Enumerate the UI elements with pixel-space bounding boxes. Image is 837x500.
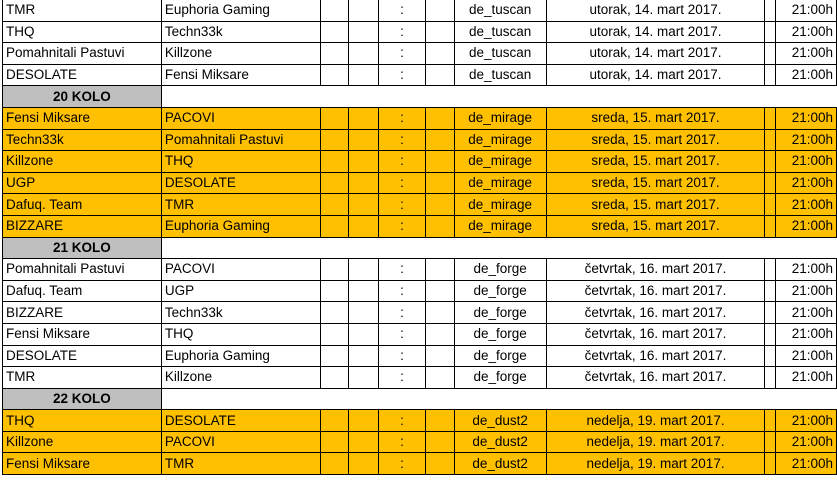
date-spacer: [765, 151, 776, 173]
score-separator: :: [378, 259, 426, 281]
home-team: BIZZARE: [3, 215, 162, 237]
score-spacer: [348, 21, 378, 43]
score-separator: :: [378, 302, 426, 324]
match-date: nedelja, 19. mart 2017.: [546, 410, 765, 432]
map-name: de_tuscan: [454, 0, 546, 21]
match-date: sreda, 15. mart 2017.: [546, 129, 765, 151]
match-row: [3, 453, 837, 475]
away-team: UGP: [161, 280, 320, 302]
away-score: [426, 410, 454, 432]
score-separator: :: [378, 367, 426, 389]
match-date: sreda, 15. mart 2017.: [546, 215, 765, 237]
date-spacer: [765, 367, 776, 389]
away-score: [426, 215, 454, 237]
score-spacer: [348, 107, 378, 129]
match-row: [3, 259, 837, 281]
map-name: de_forge: [454, 345, 546, 367]
score-separator: :: [378, 0, 426, 21]
match-row: [3, 172, 837, 194]
map-name: de_dust2: [454, 453, 546, 475]
score-spacer: [348, 43, 378, 65]
away-score: [426, 367, 454, 389]
home-team: Dafuq. Team: [3, 280, 162, 302]
away-score: [426, 431, 454, 453]
match-row: [3, 194, 837, 216]
home-team: Pomahnitali Pastuvi: [3, 259, 162, 281]
date-spacer: [765, 323, 776, 345]
match-row: [3, 64, 837, 86]
match-row: [3, 107, 837, 129]
match-date: nedelja, 19. mart 2017.: [546, 453, 765, 475]
match-date: utorak, 14. mart 2017.: [546, 21, 765, 43]
round-header-row: [3, 86, 837, 108]
home-score: [320, 172, 348, 194]
away-team: PACOVI: [161, 259, 320, 281]
score-spacer: [348, 453, 378, 475]
match-time: 21:00h: [776, 302, 837, 324]
match-time: 21:00h: [776, 215, 837, 237]
home-team: UGP: [3, 172, 162, 194]
match-date: četvrtak, 16. mart 2017.: [546, 367, 765, 389]
home-score: [320, 367, 348, 389]
match-row: [3, 43, 837, 65]
score-separator: :: [378, 43, 426, 65]
home-score: [320, 302, 348, 324]
score-spacer: [348, 194, 378, 216]
map-name: de_mirage: [454, 107, 546, 129]
match-time: 21:00h: [776, 323, 837, 345]
map-name: de_forge: [454, 302, 546, 324]
score-separator: :: [378, 410, 426, 432]
away-team: PACOVI: [161, 107, 320, 129]
home-team: Pomahnitali Pastuvi: [3, 43, 162, 65]
score-separator: :: [378, 64, 426, 86]
match-time: 21:00h: [776, 367, 837, 389]
date-spacer: [765, 453, 776, 475]
score-spacer: [348, 323, 378, 345]
away-score: [426, 345, 454, 367]
home-team: TMR: [3, 367, 162, 389]
score-spacer: [348, 280, 378, 302]
home-team: Dafuq. Team: [3, 194, 162, 216]
score-spacer: [348, 215, 378, 237]
match-date: utorak, 14. mart 2017.: [546, 43, 765, 65]
date-spacer: [765, 129, 776, 151]
home-team: THQ: [3, 21, 162, 43]
home-team: Techn33k: [3, 129, 162, 151]
home-score: [320, 194, 348, 216]
away-score: [426, 323, 454, 345]
match-date: utorak, 14. mart 2017.: [546, 64, 765, 86]
home-team: TMR: [3, 0, 162, 21]
score-spacer: [348, 0, 378, 21]
map-name: de_mirage: [454, 194, 546, 216]
date-spacer: [765, 0, 776, 21]
score-spacer: [348, 410, 378, 432]
home-team: DESOLATE: [3, 345, 162, 367]
match-row: [3, 151, 837, 173]
round-label: 22 KOLO: [3, 388, 162, 410]
home-score: [320, 323, 348, 345]
schedule-body: [3, 0, 837, 475]
match-time: 21:00h: [776, 172, 837, 194]
score-separator: :: [378, 431, 426, 453]
map-name: de_mirage: [454, 172, 546, 194]
home-score: [320, 431, 348, 453]
map-name: de_dust2: [454, 410, 546, 432]
match-row: [3, 215, 837, 237]
match-date: četvrtak, 16. mart 2017.: [546, 259, 765, 281]
home-team: Fensi Miksare: [3, 323, 162, 345]
map-name: de_forge: [454, 367, 546, 389]
score-separator: :: [378, 345, 426, 367]
match-time: 21:00h: [776, 280, 837, 302]
score-separator: :: [378, 280, 426, 302]
score-spacer: [348, 259, 378, 281]
away-team: TMR: [161, 453, 320, 475]
home-score: [320, 43, 348, 65]
away-score: [426, 21, 454, 43]
match-date: nedelja, 19. mart 2017.: [546, 431, 765, 453]
score-spacer: [348, 151, 378, 173]
match-time: 21:00h: [776, 21, 837, 43]
home-score: [320, 345, 348, 367]
away-team: THQ: [161, 151, 320, 173]
match-time: 21:00h: [776, 410, 837, 432]
away-team: DESOLATE: [161, 172, 320, 194]
match-time: 21:00h: [776, 64, 837, 86]
schedule-table: [2, 0, 837, 475]
match-row: [3, 0, 837, 21]
round-header-row: [3, 388, 837, 410]
map-name: de_mirage: [454, 129, 546, 151]
home-score: [320, 259, 348, 281]
match-date: sreda, 15. mart 2017.: [546, 194, 765, 216]
map-name: de_mirage: [454, 151, 546, 173]
home-score: [320, 64, 348, 86]
match-row: [3, 431, 837, 453]
map-name: de_tuscan: [454, 21, 546, 43]
home-score: [320, 215, 348, 237]
away-score: [426, 194, 454, 216]
map-name: de_tuscan: [454, 64, 546, 86]
round-spacer: [161, 388, 836, 410]
home-team: Fensi Miksare: [3, 107, 162, 129]
match-date: četvrtak, 16. mart 2017.: [546, 323, 765, 345]
score-separator: :: [378, 129, 426, 151]
date-spacer: [765, 172, 776, 194]
date-spacer: [765, 64, 776, 86]
date-spacer: [765, 345, 776, 367]
home-score: [320, 21, 348, 43]
home-score: [320, 280, 348, 302]
match-time: 21:00h: [776, 43, 837, 65]
away-score: [426, 129, 454, 151]
away-score: [426, 43, 454, 65]
away-team: TMR: [161, 194, 320, 216]
match-row: [3, 367, 837, 389]
away-score: [426, 172, 454, 194]
map-name: de_mirage: [454, 215, 546, 237]
match-time: 21:00h: [776, 151, 837, 173]
away-team: Killzone: [161, 367, 320, 389]
date-spacer: [765, 259, 776, 281]
date-spacer: [765, 43, 776, 65]
home-score: [320, 410, 348, 432]
away-team: Pomahnitali Pastuvi: [161, 129, 320, 151]
score-spacer: [348, 64, 378, 86]
away-team: THQ: [161, 323, 320, 345]
away-team: Killzone: [161, 43, 320, 65]
home-score: [320, 151, 348, 173]
score-spacer: [348, 172, 378, 194]
match-time: 21:00h: [776, 431, 837, 453]
match-date: četvrtak, 16. mart 2017.: [546, 302, 765, 324]
match-row: [3, 410, 837, 432]
map-name: de_dust2: [454, 431, 546, 453]
match-time: 21:00h: [776, 259, 837, 281]
match-date: četvrtak, 16. mart 2017.: [546, 345, 765, 367]
match-time: 21:00h: [776, 129, 837, 151]
match-row: [3, 345, 837, 367]
away-score: [426, 302, 454, 324]
date-spacer: [765, 21, 776, 43]
round-spacer: [161, 86, 836, 108]
home-score: [320, 0, 348, 21]
match-time: 21:00h: [776, 453, 837, 475]
away-team: Euphoria Gaming: [161, 0, 320, 21]
match-date: sreda, 15. mart 2017.: [546, 107, 765, 129]
away-score: [426, 107, 454, 129]
away-score: [426, 0, 454, 21]
date-spacer: [765, 302, 776, 324]
match-time: 21:00h: [776, 107, 837, 129]
score-spacer: [348, 302, 378, 324]
match-row: [3, 21, 837, 43]
round-label: 21 KOLO: [3, 237, 162, 259]
away-score: [426, 64, 454, 86]
match-time: 21:00h: [776, 345, 837, 367]
home-team: THQ: [3, 410, 162, 432]
score-spacer: [348, 129, 378, 151]
map-name: de_forge: [454, 280, 546, 302]
date-spacer: [765, 215, 776, 237]
date-spacer: [765, 280, 776, 302]
match-row: [3, 323, 837, 345]
away-team: Techn33k: [161, 21, 320, 43]
match-row: [3, 280, 837, 302]
score-spacer: [348, 345, 378, 367]
map-name: de_forge: [454, 323, 546, 345]
home-team: Killzone: [3, 431, 162, 453]
score-separator: :: [378, 151, 426, 173]
home-team: Killzone: [3, 151, 162, 173]
score-separator: :: [378, 453, 426, 475]
score-spacer: [348, 367, 378, 389]
match-date: utorak, 14. mart 2017.: [546, 0, 765, 21]
score-separator: :: [378, 194, 426, 216]
match-date: četvrtak, 16. mart 2017.: [546, 280, 765, 302]
score-separator: :: [378, 21, 426, 43]
date-spacer: [765, 107, 776, 129]
score-separator: :: [378, 107, 426, 129]
home-team: DESOLATE: [3, 64, 162, 86]
home-team: Fensi Miksare: [3, 453, 162, 475]
away-team: Euphoria Gaming: [161, 215, 320, 237]
away-score: [426, 151, 454, 173]
home-score: [320, 453, 348, 475]
home-team: BIZZARE: [3, 302, 162, 324]
match-row: [3, 129, 837, 151]
score-spacer: [348, 431, 378, 453]
round-header-row: [3, 237, 837, 259]
date-spacer: [765, 431, 776, 453]
away-team: PACOVI: [161, 431, 320, 453]
away-score: [426, 280, 454, 302]
map-name: de_forge: [454, 259, 546, 281]
away-team: DESOLATE: [161, 410, 320, 432]
score-separator: :: [378, 215, 426, 237]
match-row: [3, 302, 837, 324]
date-spacer: [765, 194, 776, 216]
map-name: de_tuscan: [454, 43, 546, 65]
match-time: 21:00h: [776, 0, 837, 21]
match-date: sreda, 15. mart 2017.: [546, 172, 765, 194]
away-score: [426, 259, 454, 281]
away-score: [426, 453, 454, 475]
score-separator: :: [378, 323, 426, 345]
date-spacer: [765, 410, 776, 432]
home-score: [320, 107, 348, 129]
score-separator: :: [378, 172, 426, 194]
match-time: 21:00h: [776, 194, 837, 216]
home-score: [320, 129, 348, 151]
match-date: sreda, 15. mart 2017.: [546, 151, 765, 173]
round-label: 20 KOLO: [3, 86, 162, 108]
away-team: Euphoria Gaming: [161, 345, 320, 367]
away-team: Techn33k: [161, 302, 320, 324]
away-team: Fensi Miksare: [161, 64, 320, 86]
round-spacer: [161, 237, 836, 259]
